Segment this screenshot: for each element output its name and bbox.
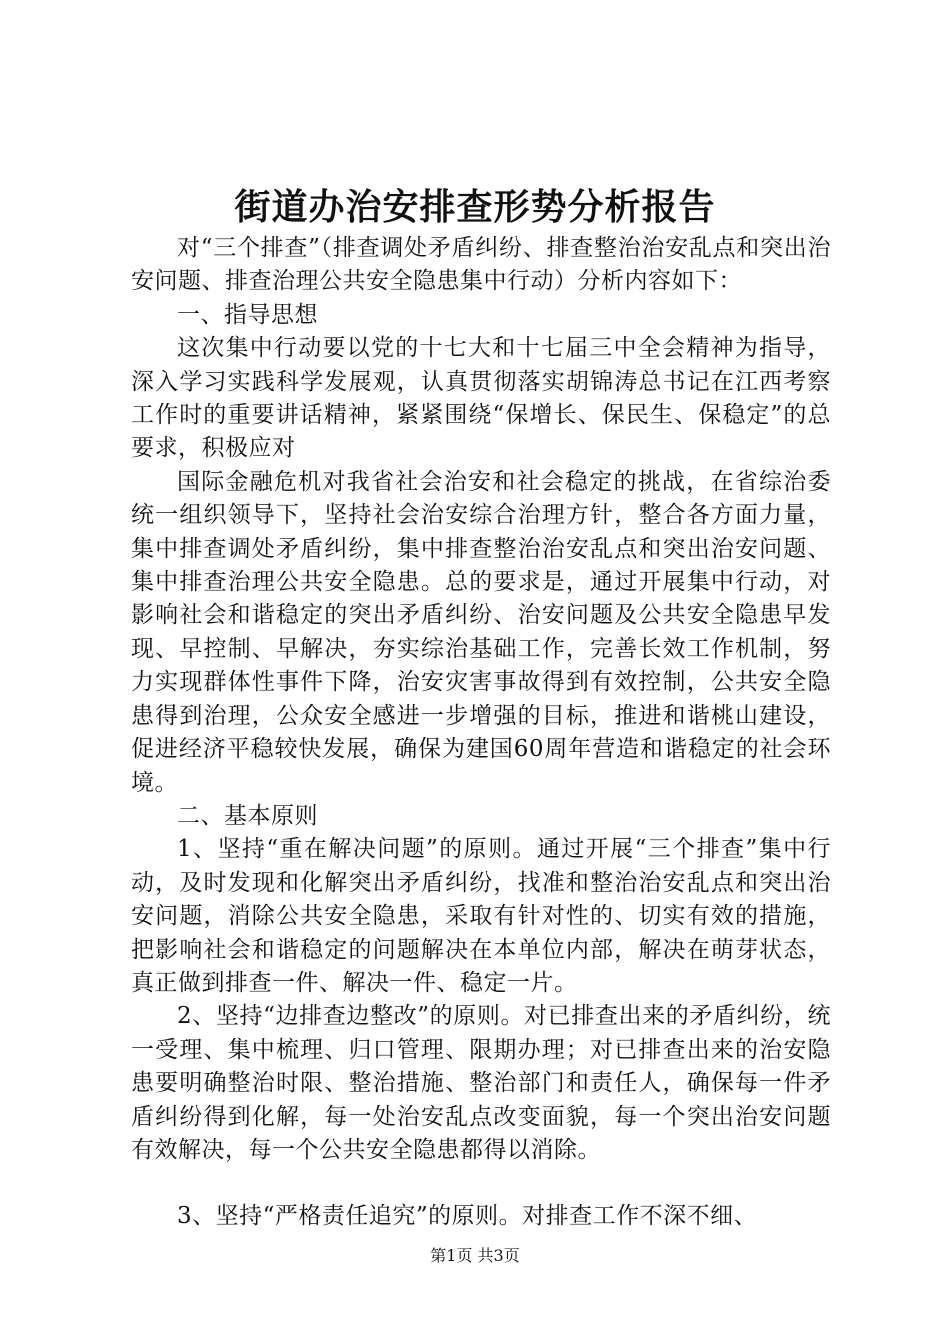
- page-footer: 第1页 共3页: [430, 1246, 520, 1265]
- section-heading-guiding-thought: 一、指导思想: [177, 301, 318, 328]
- paragraph-intro: 对“三个排查”（排查调处矛盾纠纷、排查整治治安乱点和突出治安问题、排查治理公共安全隐患集中行动）分析内容如下：: [131, 235, 831, 295]
- document-body: [131, 232, 831, 1234]
- paragraph-guiding-thought: 这次集中行动要以党的十七大和十七届三中全会精神为指导，深入学习实践科学发展观，认真贯彻落实胡锦涛总书记在江西考察工作时的重要讲话精神，紧紧围绕“保增长、保民生、保稳定”的总要求，积极应对: [131, 335, 831, 462]
- paragraph-requirements: 国际金融危机对我省社会治安和社会稳定的挑战，在省综治委统一组织领导下，坚持社会治安综合治理方针，整合各方面力量，集中排查调处矛盾纠纷，集中排查整治治安乱点和突出治安问题、集中排查治理公共安全隐患。总的要求是，通过开展集中行动，对影响社会和谐稳定的突出矛盾纠纷、治安问题及公共安全隐患早发现、早控制、早解决，夯实综治基础工作，完善长效工作机制，努力实现群体性事件下降，治安灾害事故得到有效控制，公共安全隐患得到治理，公众安全感进一步增强的目标，推进和谐桃山建设，促进经济平稳较快发展，确保为建国60周年营造和谐稳定的社会环境。: [131, 468, 831, 796]
- paragraph-principle-1: 1、坚持“重在解决问题”的原则。通过开展“三个排查”集中行动，及时发现和化解突出矛盾纠纷，找准和整治治安乱点和突出治安问题，消除公共安全隐患，采取有针对性的、切实有效的措施，把影响社会和谐稳定的问题解决在本单位内部，解决在萌芽状态，真正做到排查一件、解决一件、稳定一片。: [131, 836, 831, 996]
- paragraph-principle-3: 3、坚持“严格责任追究”的原则。对排查工作不深不细、: [177, 1203, 758, 1230]
- section-heading-basic-principles: 二、基本原则: [177, 802, 318, 829]
- document-title: 街道办治安排查形势分析报告: [234, 186, 716, 228]
- paragraph-principle-2: 2、坚持“边排查边整改”的原则。对已排查出来的矛盾纠纷，统一受理、集中梳理、归口管理、限期办理；对已排查出来的治安隐患要明确整治时限、整治措施、整治部门和责任人，确保每一件矛盾纠纷得到化解，每一处治安乱点改变面貌，每一个突出治安问题有效解决，每一个公共安全隐患都得以消除。: [131, 1003, 831, 1163]
